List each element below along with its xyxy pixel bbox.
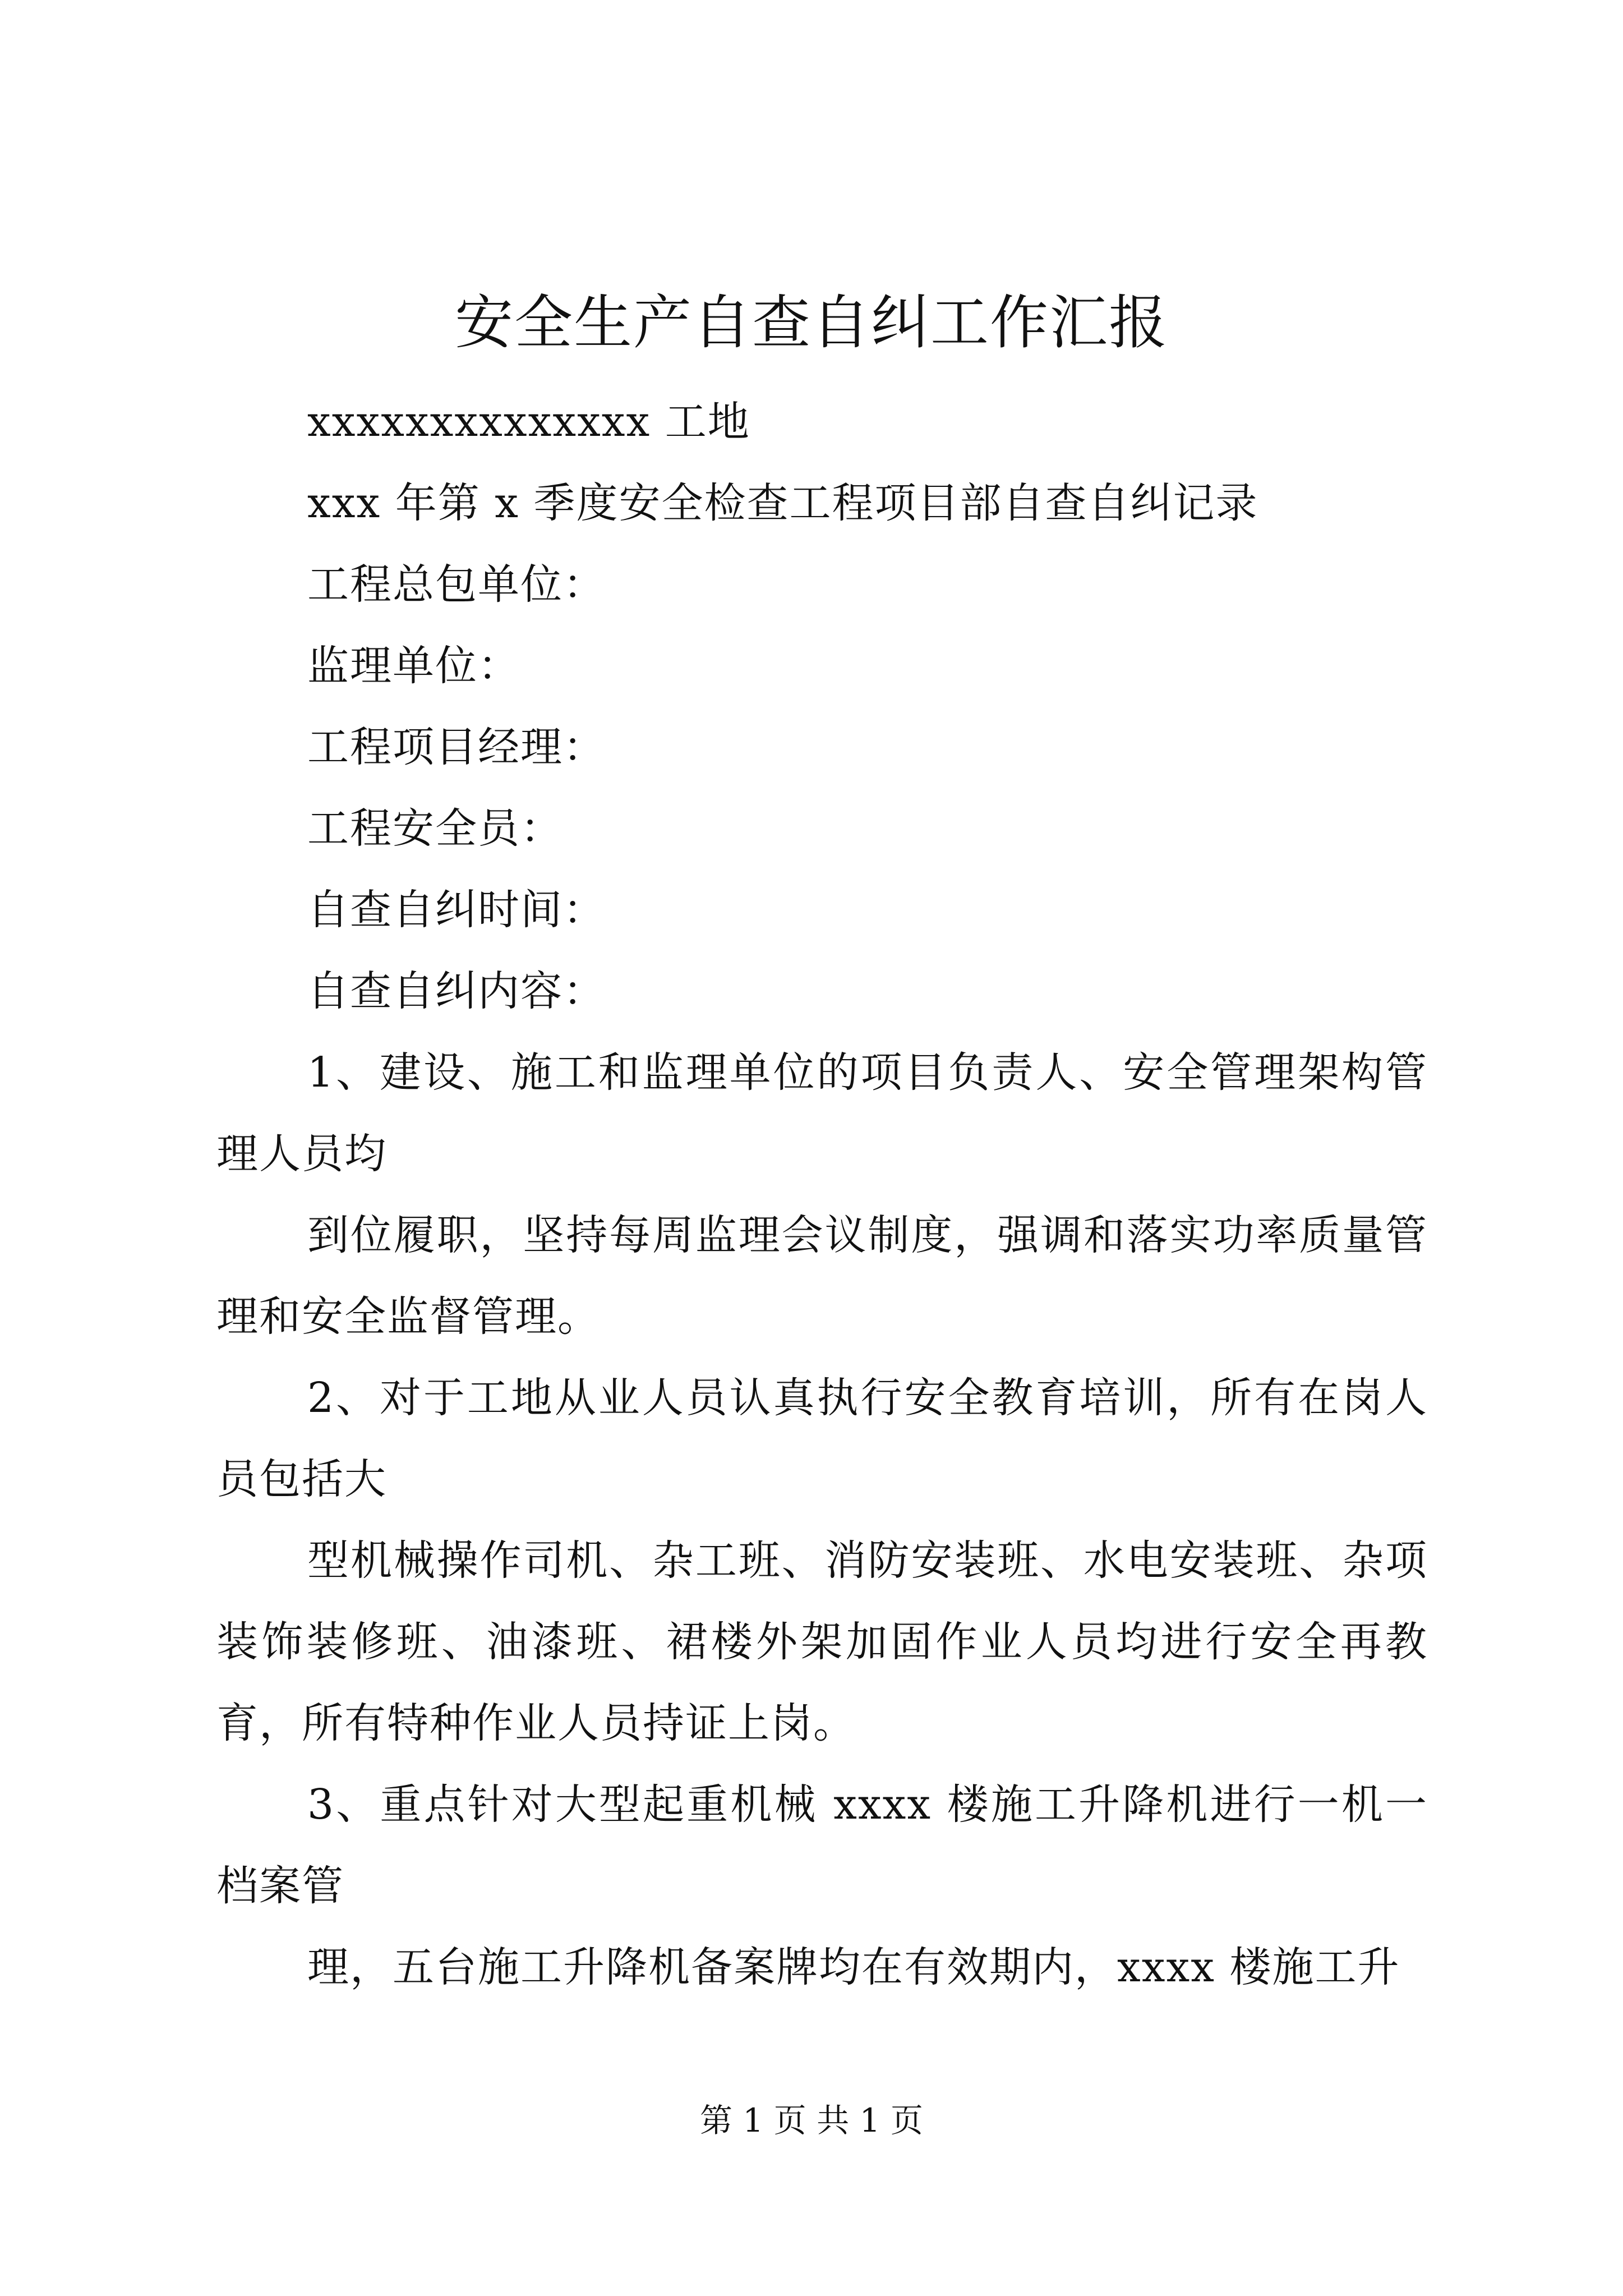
document-body <box>216 381 1428 2008</box>
supervisor-field: 监理单位： <box>307 642 520 690</box>
project-manager-field: 工程项目经理： <box>307 723 606 771</box>
paragraph-1b: 到位履职，坚持每周监理会议制度，强调和落实功率质量管理和安全监督管理。 <box>216 1211 1428 1341</box>
paragraph-3a: 3、重点针对大型起重机械 xxxx 楼施工升降机进行一机一档案管 <box>216 1780 1428 1910</box>
document-title: 安全生产自查自纠工作汇报 <box>454 288 1168 357</box>
page-number-footer: 第 1 页 共 1 页 <box>700 2101 923 2139</box>
safety-officer-field: 工程安全员： <box>307 804 563 853</box>
paragraph-3b: 理，五台施工升降机备案牌均在有效期内，xxxx 楼施工升 <box>307 1943 1400 1991</box>
site-name-line: xxxxxxxxxxxxxx 工地 <box>307 398 750 446</box>
record-title-line: xxx 年第 x 季度安全检查工程项目部自查自纠记录 <box>307 479 1258 527</box>
contractor-field: 工程总包单位： <box>307 560 606 609</box>
inspection-content-field: 自查自纠内容： <box>307 967 606 1015</box>
paragraph-2b: 型机械操作司机、杂工班、消防安装班、水电安装班、杂项装饰装修班、油漆班、裙楼外架加固作业人员均进行安全再教育，所有特种作业人员持证上岗。 <box>216 1536 1428 1747</box>
paragraph-1a: 1、建设、施工和监理单位的项目负责人、安全管理架构管理人员均 <box>216 1048 1428 1178</box>
inspection-time-field: 自查自纠时间： <box>307 886 606 934</box>
paragraph-2a: 2、对于工地从业人员认真执行安全教育培训，所有在岗人员包括大 <box>216 1374 1428 1503</box>
